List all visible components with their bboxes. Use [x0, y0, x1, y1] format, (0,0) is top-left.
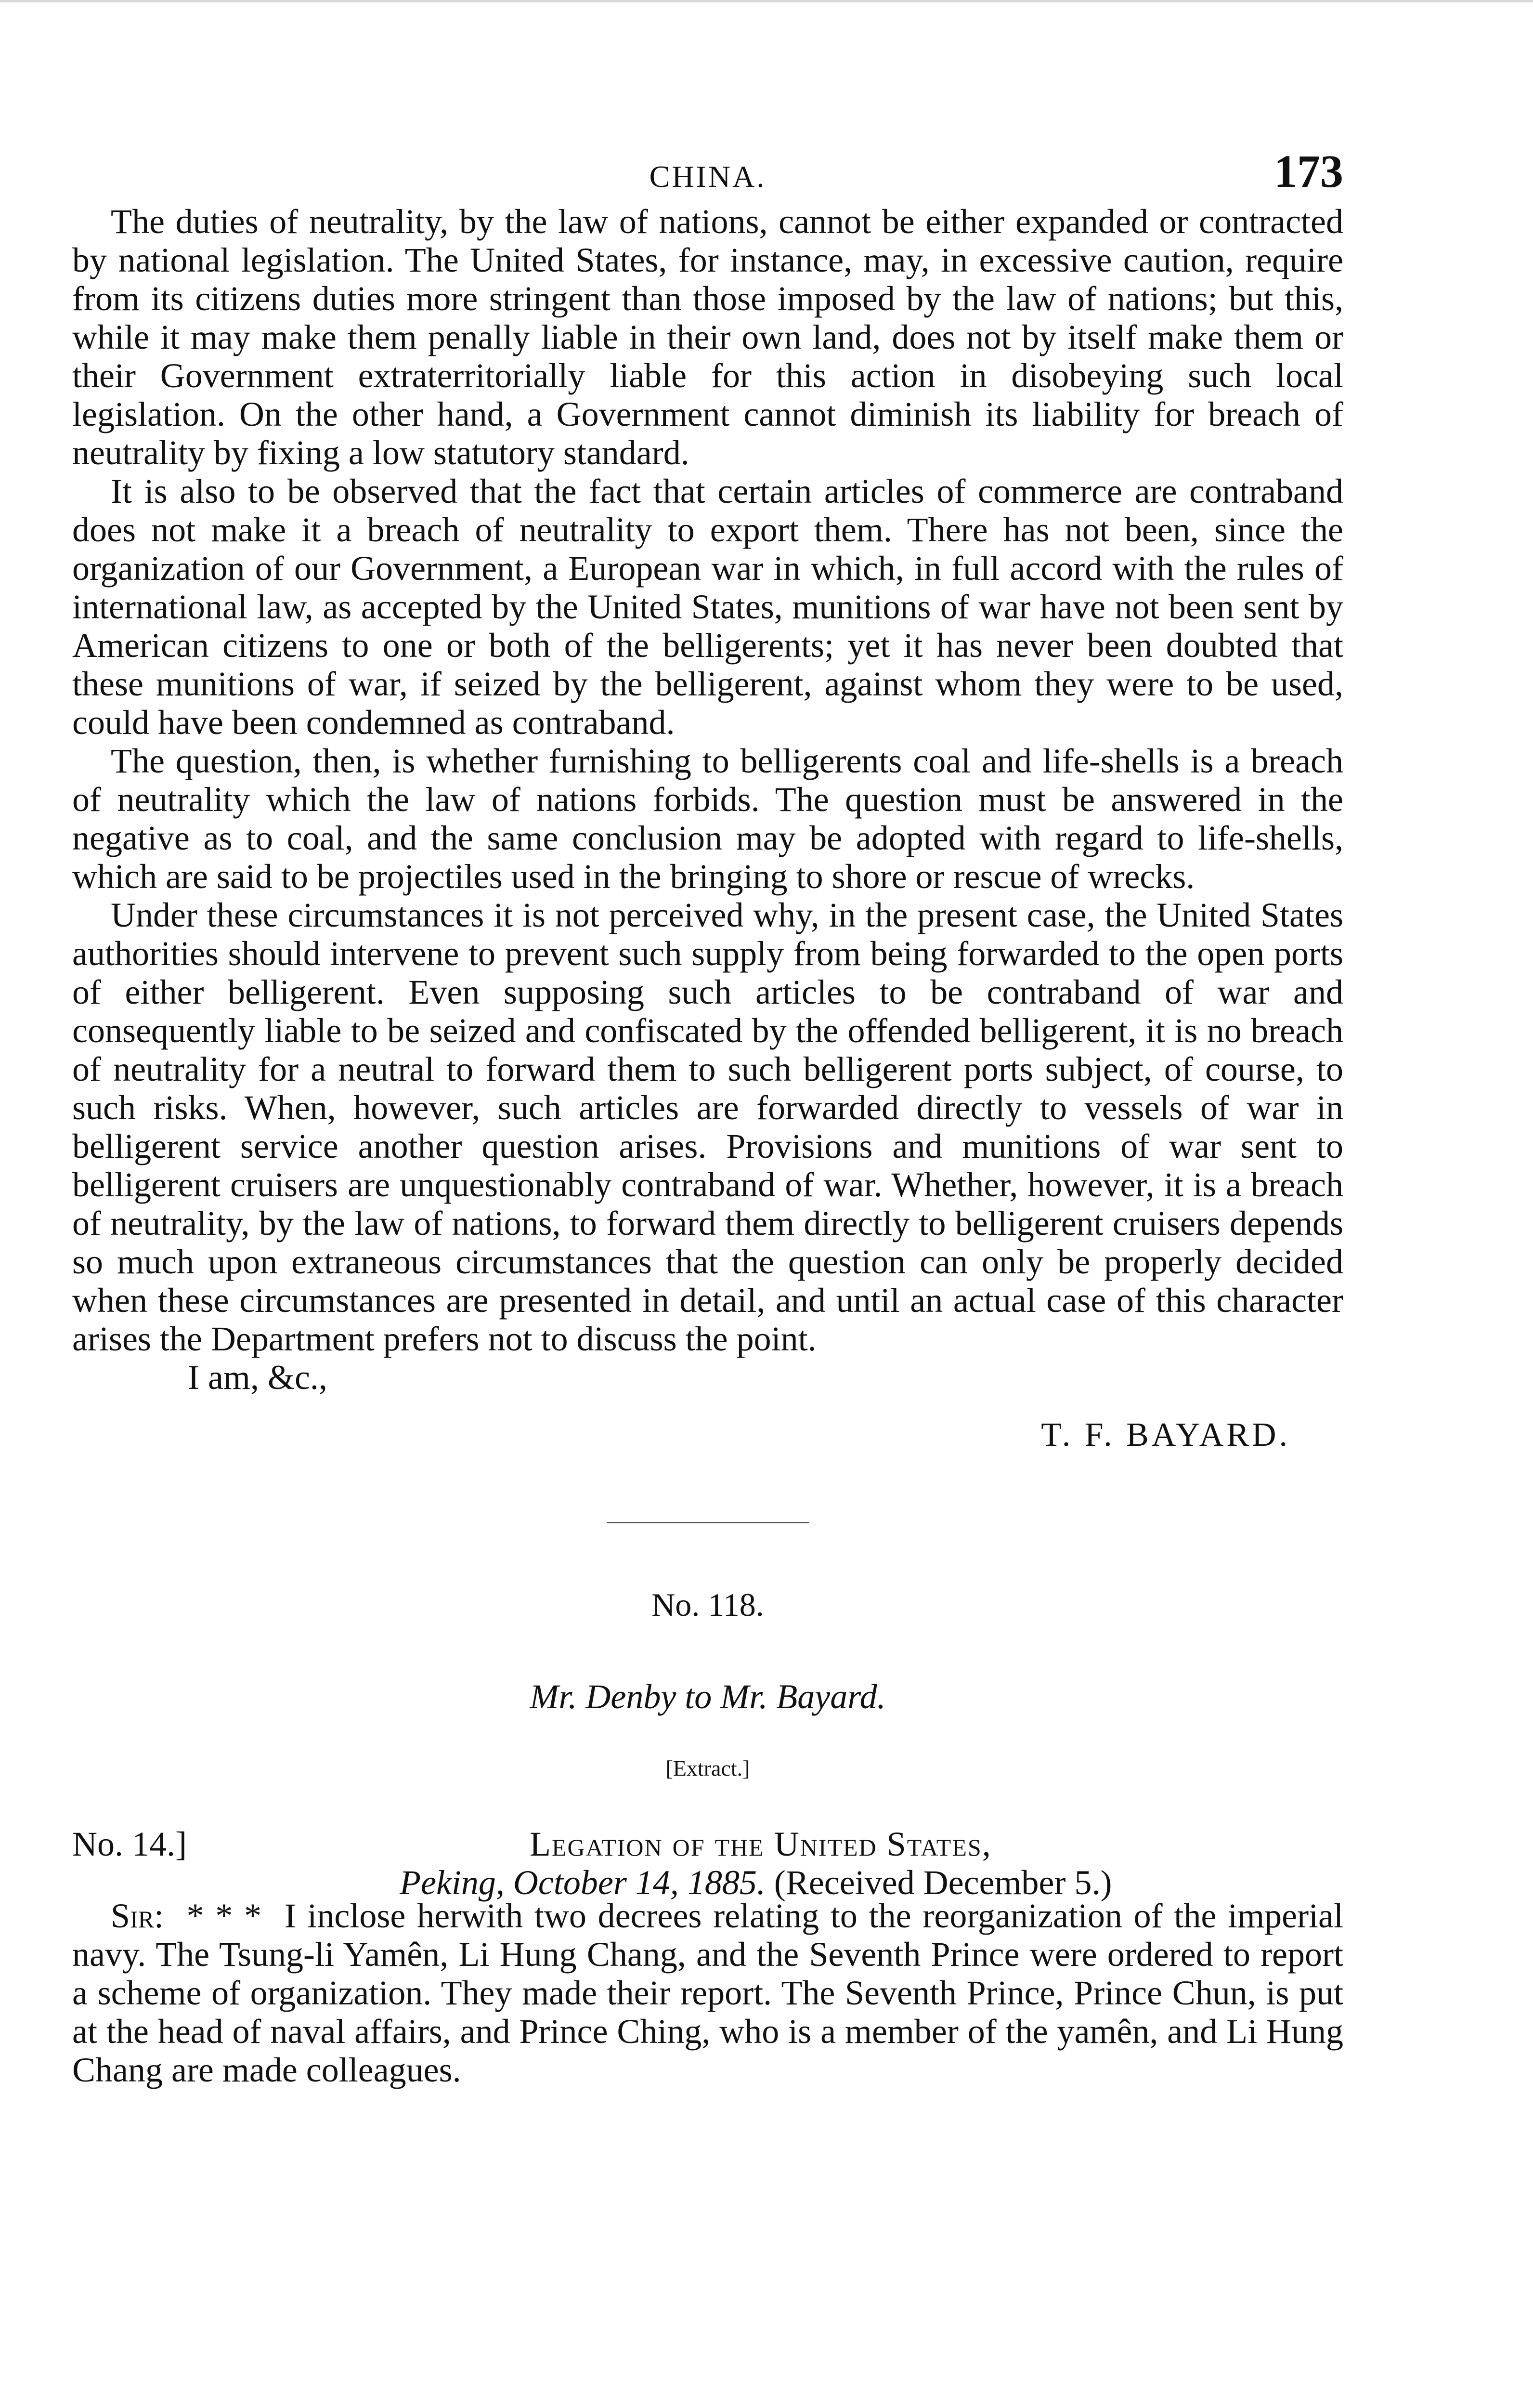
dispatch-number: No. 14.] — [72, 1825, 187, 1863]
ellipsis: * * * — [186, 1897, 262, 1935]
legation-line: Legation of the United States, — [530, 1825, 992, 1863]
letter-text: I inclose herwith two decrees relating to the reorganization of the imperial navy. The Tsung-li Yamên, Li Hung Chang, and the Seventh Prince were ordered to report a scheme of organization. They made their report. The Seventh Prince, Prince Chun, is put at the head of naval affairs, and Prince Ching, who is a member of the yamên, and Li Hung Chang are made colleagues. — [72, 1897, 1344, 2089]
page-number: 173 — [1274, 145, 1343, 197]
page-top-edge — [0, 0, 1533, 2]
salutation: Sir: — [111, 1897, 164, 1935]
signature: T. F. BAYARD. — [1041, 1416, 1290, 1453]
paragraph: The duties of neutrality, by the law of nations, cannot be either expanded or contracted by national legislation. The United States, for instance, may, in excessive caution, require from its citizens duties more stringent than those imposed by the law of nations; but this, while it may make them penally liable in their own land, does not by itself make them or their Government extraterritorially liable for this action in disobeying such local legislation. On the other hand, a Government cannot diminish its liability for breach of neutrality by fixing a low statutory standard. — [72, 202, 1343, 472]
place: Peking, — [400, 1863, 505, 1902]
extract-note: [Extract.] — [665, 1756, 750, 1780]
letter-body — [72, 1897, 1343, 2089]
closing: I am, &c., — [188, 1358, 327, 1397]
running-head: CHINA. — [649, 159, 766, 194]
body-text — [72, 202, 1343, 1358]
received-note: (Received December 5.) — [774, 1863, 1112, 1902]
letter-paragraph — [72, 1897, 1343, 2089]
section-divider — [607, 1522, 809, 1523]
page-header — [72, 144, 1343, 202]
document-heading: Mr. Denby to Mr. Bayard. — [530, 1677, 886, 1716]
paragraph: Under these circumstances it is not perceived why, in the present case, the United States authorities should intervene to prevent such supply from being forwarded to the open ports of either belligerent. Even supposing such articles to be contraband of war and consequently liable to be seized and confiscated by the offended belligerent, it is no breach of neutrality for a neutral to forward them to such belligerent ports subject, of course, to such risks. When, however, such articles are forwarded directly to vessels of war in belligerent service another question arises. Provisions and munitions of war sent to belligerent cruisers are unquestionably contraband of war. Whether, however, it is a breach of neutrality, by the law of nations, to forward them directly to belligerent cruisers depends so much upon extraneous circumstances that the question can only be properly decided when these circumstances are presented in detail, and until an actual case of this character arises the Department prefers not to discuss the point. — [72, 896, 1343, 1358]
document-number: No. 118. — [651, 1586, 764, 1623]
paragraph: The question, then, is whether furnishing to belligerents coal and life-shells is a breach of neutrality which the law of nations forbids. The question must be answered in the negative as to coal, and the same conclusion may be adopted with regard to life-shells, which are said to be projectiles used in the bringing to shore or rescue of wrecks. — [72, 742, 1343, 896]
place-date-line — [400, 1863, 1112, 1903]
date: October 14, 1885. — [513, 1863, 766, 1902]
document-page — [72, 144, 1343, 2089]
paragraph: It is also to be observed that the fact that certain articles of commerce are contraband does not make it a breach of neutrality to export them. There has not been, since the organization of our Government, a European war in which, in full accord with the rules of international law, as accepted by the United States, munitions of war have not been sent by American citizens to one or both of the belligerents; yet it has never been doubted that these munitions of war, if seized by the belligerent, against whom they were to be used, could have been condemned as contraband. — [72, 472, 1343, 742]
dateline — [72, 1824, 1343, 1902]
